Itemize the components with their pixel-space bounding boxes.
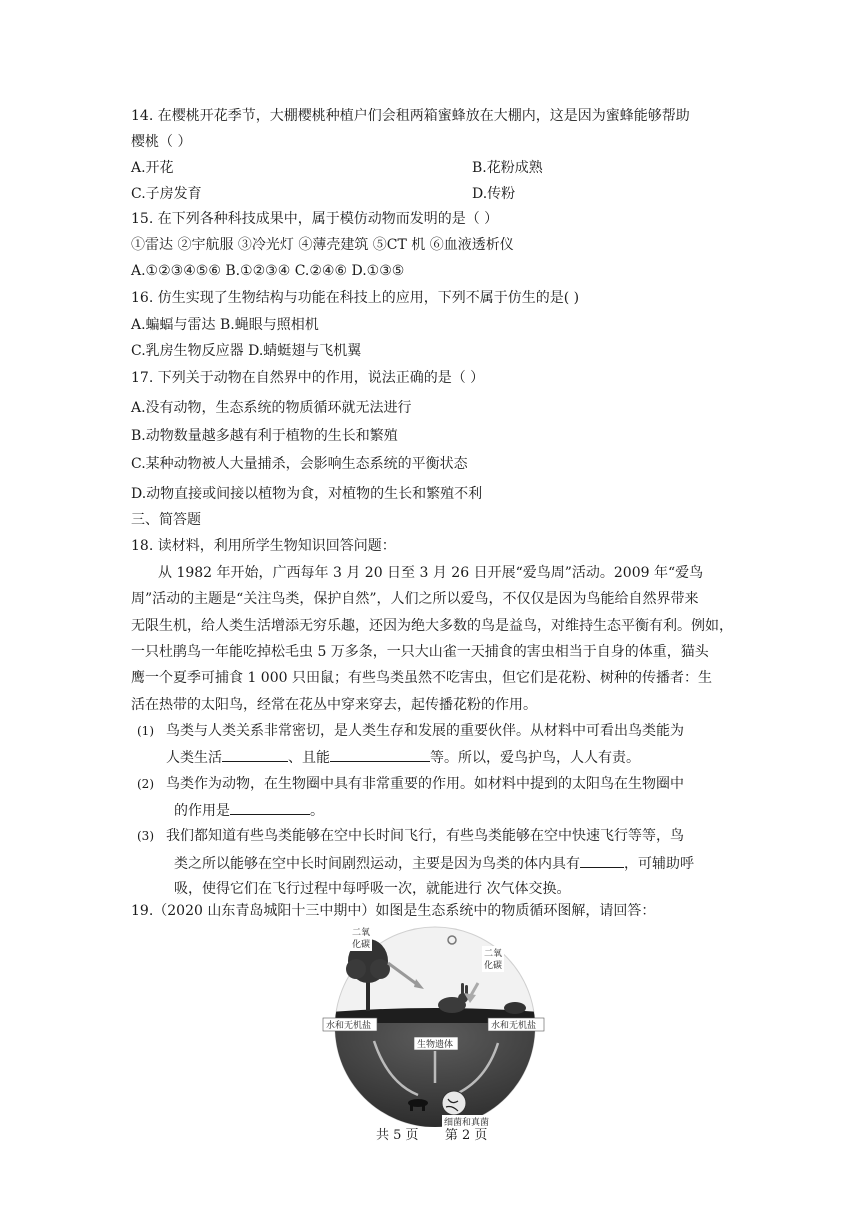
- label-water-left: 水和无机盐: [326, 1021, 372, 1031]
- q18-stem: 18. 读材料，利用所学生物知识回答问题：: [131, 538, 396, 554]
- label-co2-right-1: 二氧: [484, 949, 503, 959]
- q18-sub1-line1: 鸟类与人类关系非常密切，是人类生存和发展的重要伙伴。从材料中可看出鸟类能为: [166, 723, 684, 739]
- q18-sub2-line1: 鸟类作为动物，在生物圈中具有非常重要的作用。如材料中提到的太阳鸟在生物圈中: [166, 776, 684, 792]
- q17-option-d: D.动物直接或间接以植物为食，对植物的生长和繁殖不利: [131, 486, 483, 502]
- q16-stem: 16. 仿生实现了生物结构与功能在科技上的应用，下列不属于仿生的是( ): [131, 290, 580, 306]
- section-title: 三、简答题: [131, 512, 201, 528]
- q18-sub2-number: (2): [137, 777, 154, 791]
- q18-sub1-number: (1): [137, 724, 154, 738]
- q18-sub2-text-a: 的作用是: [174, 803, 230, 819]
- label-remains: 生物遗体: [417, 1040, 454, 1050]
- q14-stem-line2: 樱桃（ ）: [131, 134, 192, 150]
- q14-option-row1: [131, 158, 543, 178]
- label-microbes: 细菌和真菌: [444, 1118, 490, 1127]
- label-co2-left-2: 化碳: [352, 940, 371, 950]
- q18-sub2-line2: [174, 800, 324, 821]
- label-water-right: 水和无机盐: [491, 1021, 537, 1031]
- q18-passage-line: 鹰一个夏季可捕食 1 000 只田鼠；有些鸟类虽然不吃害虫，但它们是花粉、树种的传播者：生: [131, 670, 712, 686]
- q14-option-row2: [131, 184, 516, 204]
- q18-passage-line: 从 1982 年开始，广西每年 3 月 20 日至 3 月 26 日开展“爱鸟周”活动。2009 年“爱鸟: [158, 565, 704, 581]
- label-co2-right-2: 化碳: [484, 961, 503, 971]
- q18-sub1-blank2[interactable]: [330, 747, 430, 762]
- q18-sub3-line2: [174, 853, 694, 874]
- footer-current-page: 第 2 页: [444, 1128, 488, 1143]
- q18-sub3-text-a: 类之所以能够在空中长时间剧烈运动，主要是因为鸟类的体内具有: [174, 856, 580, 872]
- q16-options-line2: C.乳房生物反应器 D.蜻蜓翅与飞机翼: [131, 343, 362, 359]
- label-co2-left-1: 二氧: [352, 928, 371, 938]
- q14-option-c: C.子房发育: [131, 186, 202, 202]
- q18-passage-line: 一只杜鹃鸟一年能吃掉松毛虫 5 万多条，一只大山雀一天捕食的害虫相当于自身的体重，猫头: [131, 644, 709, 660]
- footer-total-pages: 共 5 页: [376, 1128, 419, 1143]
- q19-stem: 19.（2020 山东青岛城阳十三中期中）如图是生态系统中的物质循环图解，请回答：: [131, 903, 656, 919]
- shrub-icon: [504, 1002, 526, 1014]
- q15-items: ①雷达 ②宇航服 ③冷光灯 ④薄壳建筑 ⑤CT 机 ⑥血液透析仪: [131, 237, 514, 253]
- q18-sub1-text-c: 等。所以，爱鸟护鸟，人人有责。: [430, 750, 640, 766]
- q14-stem-line1: 14. 在樱桃开花季节，大棚樱桃种植户们会租两箱蜜蜂放在大棚内，这是因为蜜蜂能够帮助: [131, 108, 690, 124]
- q18-sub1-line2: [166, 747, 640, 768]
- q18-passage-line: 无限生机，给人类生活增添无穷乐趣，还因为绝大多数的鸟是益鸟，对维持生态平衡有利。例如，: [131, 618, 733, 634]
- q14-option-d: D.传粉: [472, 186, 516, 202]
- q18-sub3-blank[interactable]: [580, 853, 624, 868]
- q14-option-a: A.开花: [131, 160, 174, 176]
- material-cycle-diagram: [318, 923, 552, 1127]
- q14-option-b: B.花粉成熟: [472, 160, 543, 176]
- q18-sub3-line3: 吸，使得它们在飞行过程中每呼吸一次，就能进行 次气体交换。: [174, 881, 571, 897]
- q18-passage-line: 活在热带的太阳鸟，经常在花丛中穿来穿去，起传播花粉的作用。: [131, 697, 537, 713]
- q17-option-a: A.没有动物，生态系统的物质循环就无法进行: [131, 400, 412, 416]
- q18-sub1-text-b: 、且能: [288, 750, 330, 766]
- q18-sub2-blank[interactable]: [230, 800, 310, 815]
- q16-options-line1: A.蝙蝠与雷达 B.蝇眼与照相机: [131, 317, 319, 333]
- q18-sub2-text-b: 。: [310, 803, 324, 819]
- page-footer: [376, 1127, 487, 1145]
- q17-option-c: C.某种动物被人大量捕杀，会影响生态系统的平衡状态: [131, 456, 468, 472]
- q17-stem: 17. 下列关于动物在自然界中的作用，说法正确的是（ ）: [131, 370, 485, 386]
- q18-sub3-text-b: ，可辅助呼: [624, 856, 694, 872]
- q18-sub1-text-a: 人类生活: [166, 750, 222, 766]
- q18-sub3-line1: 我们都知道有些鸟类能够在空中长时间飞行，有些鸟类能够在空中快速飞行等等，鸟: [166, 828, 684, 844]
- q18-sub3-number: (3): [137, 829, 154, 843]
- q17-option-b: B.动物数量越多越有利于植物的生长和繁殖: [131, 428, 398, 444]
- q15-stem: 15. 在下列各种科技成果中，属于模仿动物而发明的是（ ）: [131, 211, 499, 227]
- q18-sub1-blank1[interactable]: [222, 747, 288, 762]
- q18-passage-line: 周”活动的主题是“关注鸟类，保护自然”，人们之所以爱鸟，不仅仅是因为鸟能给自然界带来: [131, 591, 699, 607]
- q15-options: A.①②③④⑤⑥ B.①②③④ C.②④⑥ D.①③⑤: [131, 263, 405, 279]
